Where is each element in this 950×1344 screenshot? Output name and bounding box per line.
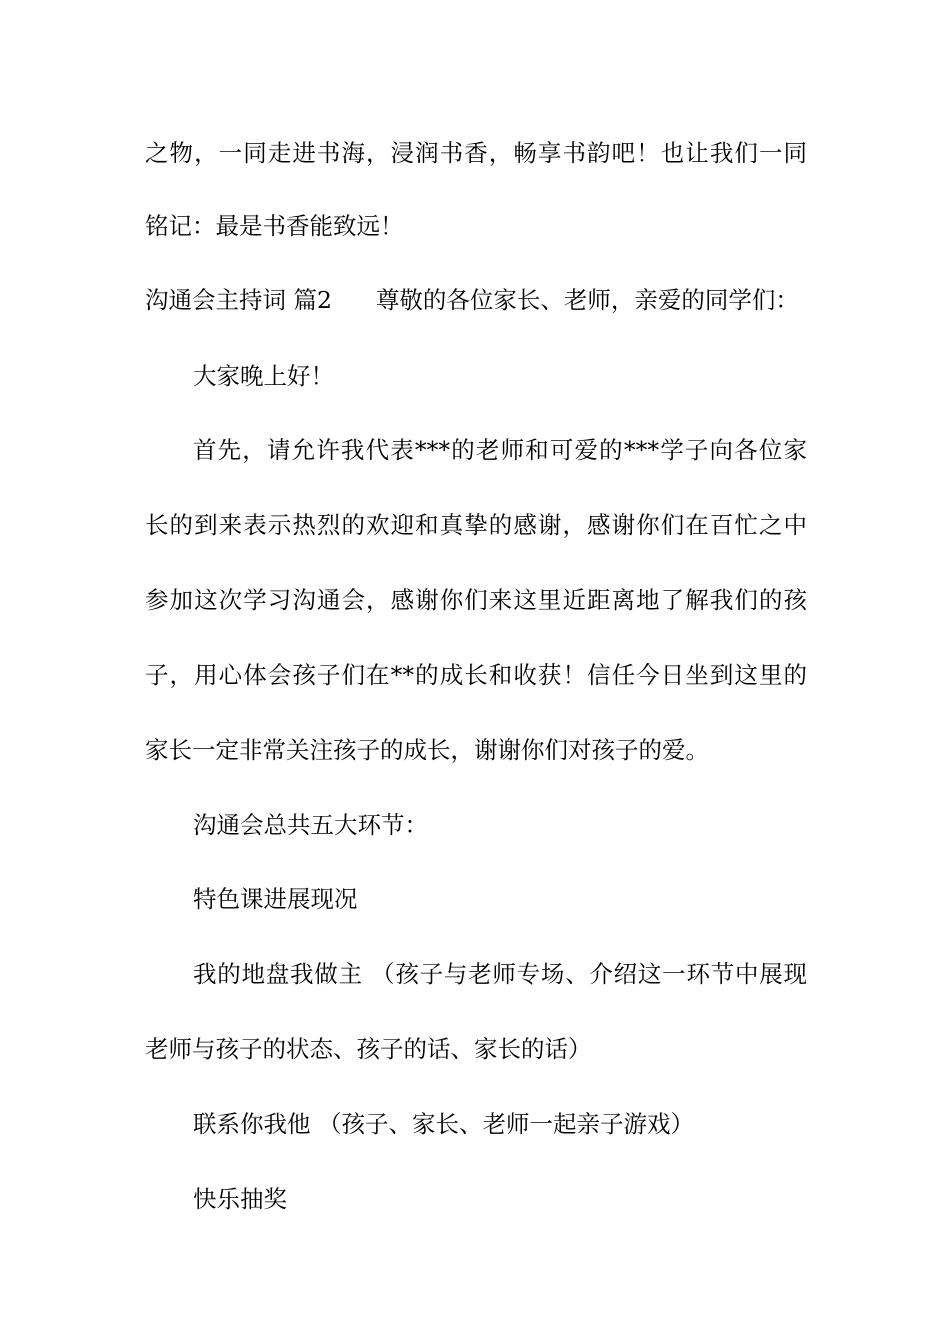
greeting-line: 大家晚上好！ (193, 362, 334, 390)
section-heading-line (145, 285, 807, 315)
paragraph-line: 铭记：最是书香能致远！ (145, 212, 404, 240)
list-item: 特色课进展现况 (193, 885, 358, 913)
section-title: 沟通会主持词 (145, 286, 286, 314)
list-item: 联系你我他 （孩子、家长、老师一起亲子游戏） (193, 1110, 694, 1138)
list-item: 我的地盘我做主 （孩子与老师专场、介绍这一环节中展现 (193, 960, 807, 988)
list-intro-line: 沟通会总共五大环节： (193, 811, 428, 839)
paragraph-line: 子，用心体会孩子们在**的成长和收获！信任今日坐到这里的 (145, 661, 807, 689)
section-label: 篇2 (293, 286, 332, 314)
paragraph-line: 家长一定非常关注孩子的成长，谢谢你们对孩子的爱。 (145, 736, 709, 764)
paragraph-line: 参加这次学习沟通会，感谢你们来这里近距离地了解我们的孩 (145, 586, 807, 614)
salutation: 尊敬的各位家长、老师，亲爱的同学们： (375, 286, 799, 314)
list-item: 快乐抽奖 (193, 1185, 287, 1213)
paragraph-line: 之物，一同走进书海，浸润书香，畅享书韵吧！也让我们一同 (145, 139, 807, 167)
paragraph-line: 首先，请允许我代表***的老师和可爱的***学子向各位家 (193, 436, 807, 464)
list-item-continuation: 老师与孩子的状态、孩子的话、家长的话） (145, 1035, 592, 1063)
paragraph-line: 长的到来表示热烈的欢迎和真挚的感谢，感谢你们在百忙之中 (145, 511, 807, 539)
